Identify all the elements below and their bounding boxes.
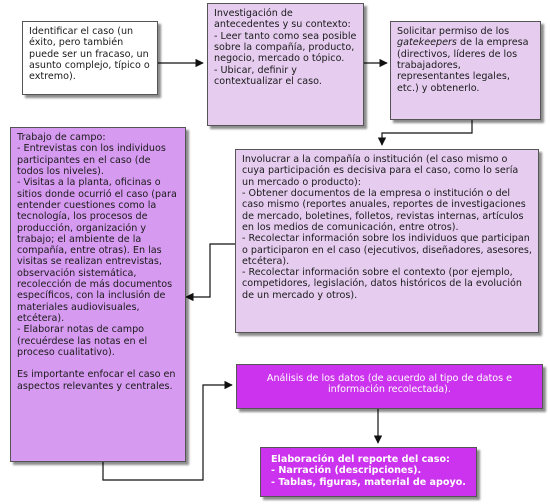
fieldwork-closing: Es importante enfocar el caso en aspectos relevantes y centrales. [17, 369, 176, 392]
gatekeepers-term: gatekeepers [397, 37, 457, 49]
analysis-text: Análisis de los datos (de acuerdo al tipo de datos e información recolectada). [266, 373, 513, 396]
report-heading: Elaboración del reporte del caso: [271, 454, 450, 465]
research-item: - Ubicar, definir y contextualizar el caso. [214, 64, 322, 87]
background-research-box [207, 3, 364, 126]
involve-item: - Recolectar información sobre los individuos que participan o participaron en el caso (ejecutivos, diseñadores, asesores, etcétera). [242, 233, 532, 267]
fieldwork-heading: Trabajo de campo: [17, 132, 106, 143]
permission-text-start: Solicitar permiso de los [397, 26, 510, 37]
report-item: - Narración (descripciones). [271, 465, 422, 477]
involve-heading: Involucrar a la compañía o institución (el caso mismo o cuya participación es decisiva para el caso, como lo sería un mercado o producto): [242, 154, 519, 188]
identify-case-box [22, 21, 158, 95]
involve-item: - Obtener documentos de la empresa o institución o del caso mismo (reportes anuales, reportes de investigaciones de mercado, boletines, folletos, revistas internas, artículos en los medios de comunicación, entre otros). [242, 187, 526, 233]
case-report-box [260, 447, 477, 497]
permission-text [397, 26, 534, 94]
arrow-permission-to-involve [382, 120, 472, 145]
data-analysis-box [236, 364, 543, 409]
research-item: - Leer tanto como sea posible sobre la compañía, producto, negocio, mercado o tópico. [214, 30, 357, 65]
fieldwork-item: - Visitas a la planta, oficinas o sitios donde ocurrió el caso (para entender cuestiones como la tecnología, los procesos de producción, organización y trabajo; el ambiente de la compañía, entre otras). En las visitas se realizan entrevistas, observación sistemática, recolección de más documentos específicos, con la inclusión de materiales audiovisuales, etcétera). [17, 177, 177, 324]
fieldwork-item: - Elaborar notas de campo (recuérdese las notas en el proceso cualitativo). [17, 324, 148, 358]
involve-item: - Recolectar información sobre el contexto (por ejemplo, competidores, legislación, datos históricos de la evolución de un mercado y otros). [242, 267, 523, 301]
fieldwork-item: - Entrevistas con los individuos participantes en el caso (de todos los niveles). [17, 143, 166, 177]
fieldwork-box [10, 127, 186, 462]
permission-text-end: de la empresa (directivos, líderes de los trabajadores, representantes legales, etc.) y obtenerlo. [397, 37, 529, 94]
request-permission-box [390, 21, 541, 120]
involve-company-box [235, 149, 539, 333]
identify-case-text: Identificar el caso (un éxito, pero también puede ser un fracaso, un asunto complejo, típico o extremo). [29, 26, 150, 83]
arrow-involve-to-fieldwork [186, 244, 235, 297]
report-item: - Tablas, figuras, material de apoyo. [271, 476, 466, 488]
research-heading: Investigación de antecedentes y su contexto: [214, 8, 351, 31]
